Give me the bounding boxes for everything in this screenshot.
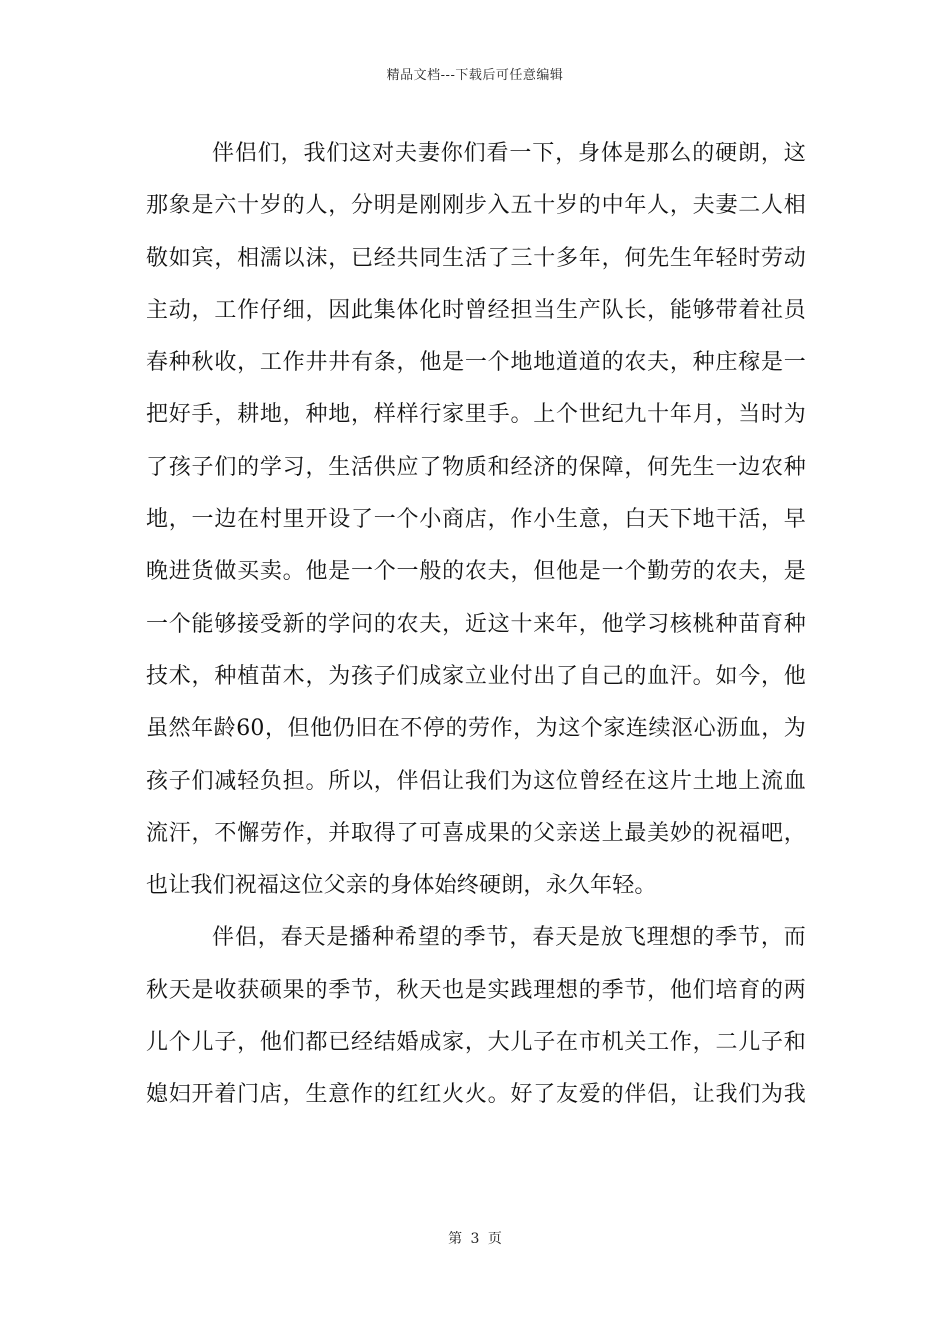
paragraph-2-line-4: 媳妇开着门店，生意作的红红火火。好了友爱的伴侣，让我们为我 (146, 1082, 806, 1108)
paragraph-1-line-5: 春种秋收，工作井井有条，他是一个地地道道的农夫，种庄稼是一 (146, 350, 806, 376)
paragraph-1-line-8: 地，一边在村里开设了一个小商店，作小生意，白天下地干活，早 (146, 507, 806, 533)
paragraph-1-line-14: 流汗，不懈劳作，并取得了可喜成果的父亲送上最美妙的祝福吧， (146, 820, 806, 846)
paragraph-1-line-13: 孩子们减轻负担。所以，伴侣让我们为这位曾经在这片土地上流血 (146, 768, 806, 794)
paragraph-1-line-11: 技术，种植苗木，为孩子们成家立业付出了自己的血汗。如今，他 (146, 663, 806, 689)
paragraph-2-line-3: 儿个儿子，他们都已经结婚成家，大儿子在市机关工作，二儿子和 (146, 1030, 806, 1056)
paragraph-1-line-10: 一个能够接受新的学问的农夫，近这十来年，他学习核桃种苗育种 (146, 611, 806, 637)
document-body (146, 128, 806, 1122)
paragraph-1-line-9: 晚进货做买卖。他是一个一般的农夫，但他是一个勤劳的农夫，是 (146, 559, 806, 585)
page-number-prefix: 第 (448, 1231, 463, 1247)
page-header: 精品文档---下载后可任意编辑 (386, 68, 564, 83)
paragraph-1-line-7: 了孩子们的学习，生活供应了物质和经济的保障，何先生一边农种 (146, 454, 806, 480)
paragraph-1-line-1: 伴侣们，我们这对夫妻你们看一下，身体是那么的硬朗，这 (212, 141, 806, 166)
paragraph-1-line-12: 虽然年龄60，但他仍旧在不停的劳作，为这个家连续沤心沥血，为 (146, 716, 806, 742)
page-number: 3 (470, 1231, 480, 1247)
paragraph-1-line-3: 敬如宾，相濡以沫，已经共同生活了三十多年，何先生年轻时劳动 (146, 245, 806, 271)
page-footer (0, 1228, 950, 1248)
paragraph-1-line-15: 也让我们祝福这位父亲的身体始终硬朗，永久年轻。 (146, 873, 657, 899)
page-number-suffix: 页 (487, 1231, 502, 1247)
paragraph-2-line-2: 秋天是收获硕果的季节，秋天也是实践理想的季节，他们培育的两 (146, 977, 806, 1003)
paragraph-1-line-6: 把好手，耕地，种地，样样行家里手。上个世纪九十年月，当时为 (146, 402, 806, 428)
paragraph-2-line-1: 伴侣，春天是播种希望的季节，春天是放飞理想的季节，而 (212, 925, 806, 951)
paragraph-1-line-4: 主动，工作仔细，因此集体化时曾经担当生产队长，能够带着社员 (146, 297, 806, 323)
paragraph-1-line-2: 那象是六十岁的人，分明是刚刚步入五十岁的中年人，夫妻二人相 (146, 193, 806, 219)
